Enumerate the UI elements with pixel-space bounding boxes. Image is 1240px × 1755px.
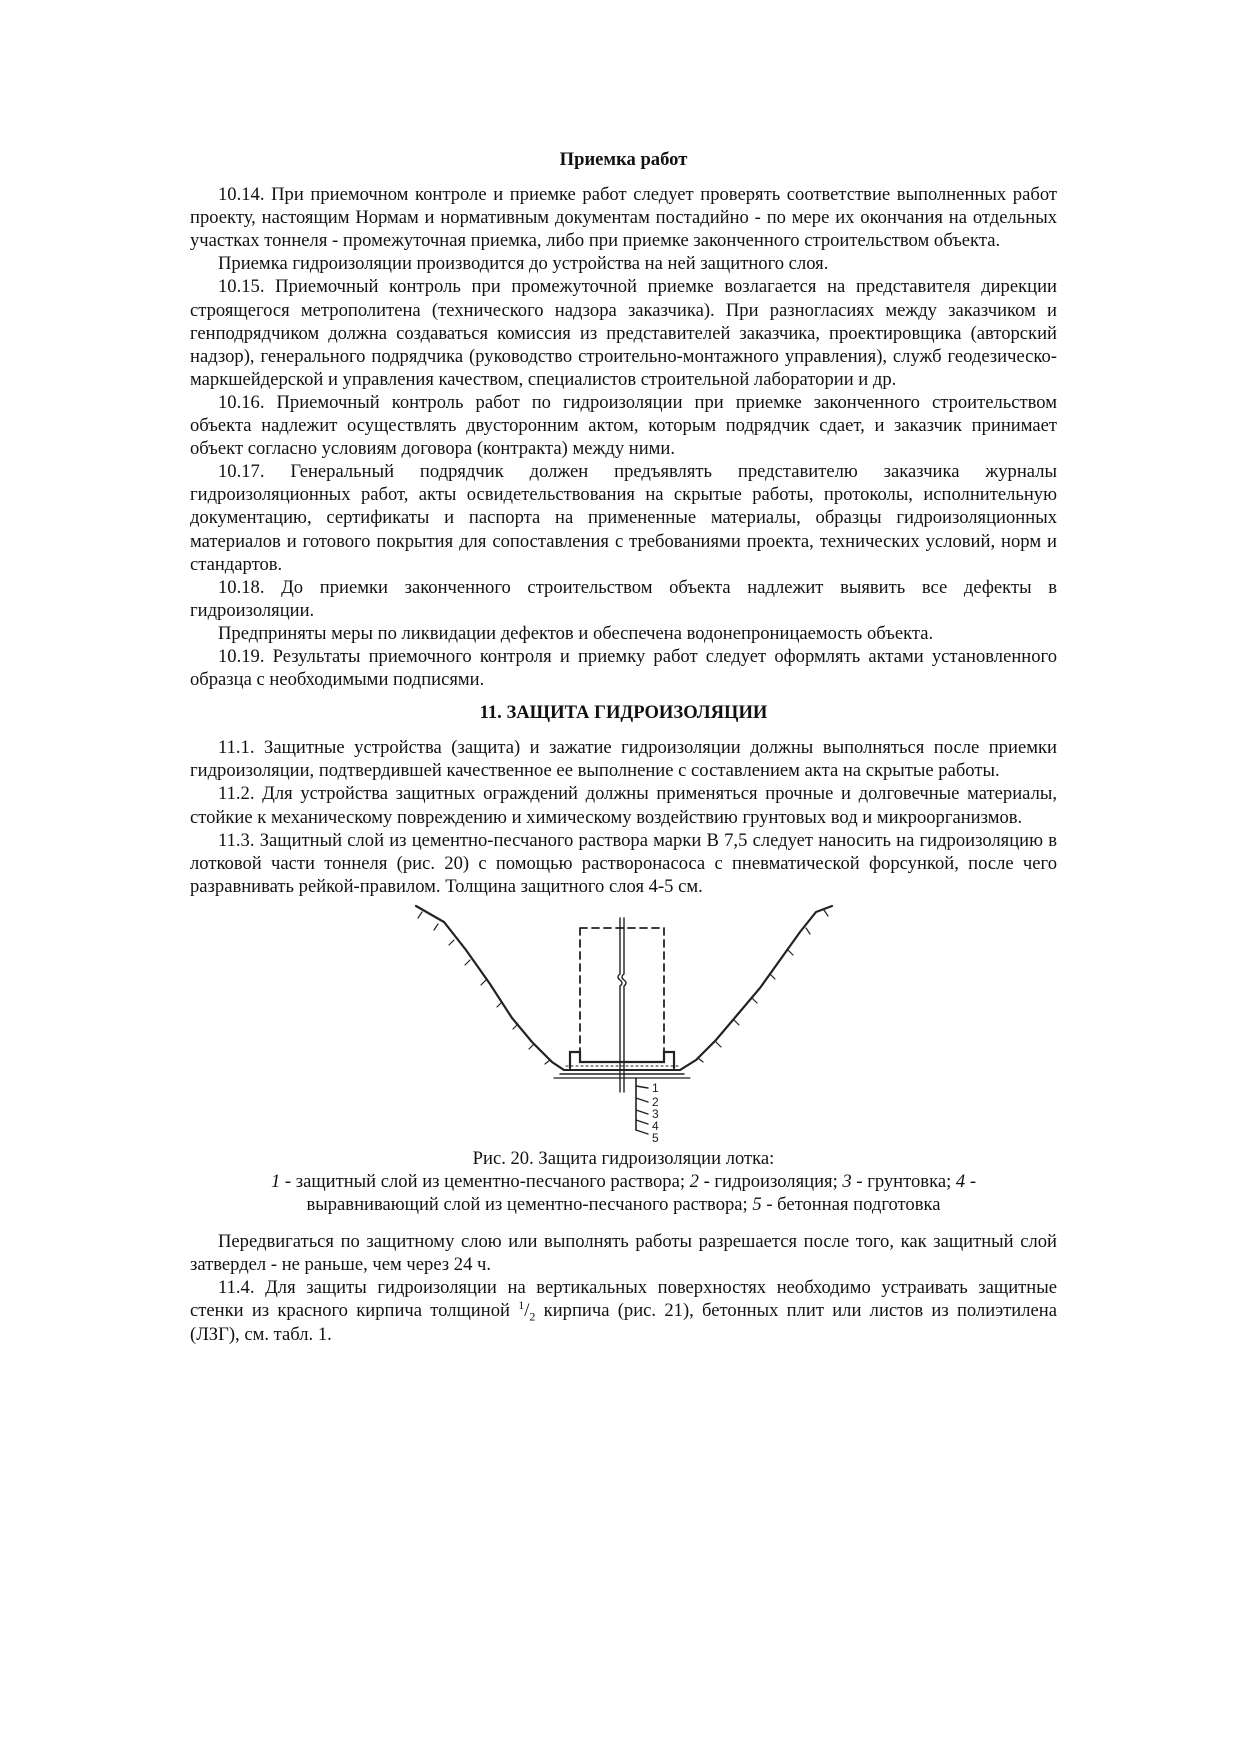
label-3: 3	[651, 1106, 659, 1121]
label-4: 4	[651, 1118, 659, 1133]
fraction-denominator: 2	[529, 1310, 536, 1325]
figure-20	[190, 902, 1057, 1147]
right-slope-line	[680, 906, 832, 1070]
legend-text-3: - грунтовка;	[851, 1171, 956, 1192]
figure-legend	[210, 1170, 1037, 1216]
paragraph-defects-note: Предприняты меры по ликвидации дефектов и обеспечена водонепроницаемость объекта.	[218, 622, 934, 644]
legend-num-4: 4	[955, 1171, 966, 1192]
paragraph-10-16: 10.16. Приемочный контроль работ по гидроизоляции при приемке законченного строительством объекта надлежит осуществлять двусторонним актом, которым подрядчик сдает, и заказчик принимает объект согласно условиям договора (контракта) между ними.	[190, 391, 1057, 460]
paragraph-10-18: 10.18. До приемки законченного строительством объекта надлежит выявить все дефекты в гидроизоляции.	[190, 576, 1057, 621]
paragraph-10-19: 10.19. Результаты приемочного контроля и приемку работ следует оформлять актами установленного образца с необходимыми подписями.	[190, 645, 1057, 691]
p11-4-before: 11.4. Для защиты гидроизоляции на вертикальных поверхностях необходимо устраивать защитные стенки из красного кирпича толщиной	[190, 1277, 1057, 1322]
paragraph-hardening: Передвигаться по защитному слою или выполнять работы разрешается после того, как защитный слой затвердел - не раньше, чем через 24 ч.	[190, 1231, 1057, 1276]
paragraph-11-1: 11.1. Защитные устройства (защита) и зажатие гидроизоляции должны выполняться после приемки гидроизоляции, подтвердившей качественное ее выполнение с составлением акта на скрытые работы.	[190, 737, 1057, 782]
dashed-box	[580, 928, 664, 1058]
legend-num-5: 5	[752, 1194, 762, 1216]
paragraph-11-3: 11.3. Защитный слой из цементно-песчаного раствора марки В 7,5 следует наносить на гидроизоляцию в лотковой части тоннеля (рис. 20) с помощью растворонасоса с пневматической форсункой, после чего разравнивать рейкой-правилом. Толщина защитного слоя 4-5 см.	[190, 829, 1057, 897]
left-slope-line	[416, 906, 564, 1070]
document-page	[190, 148, 1057, 1346]
paragraph-10-15: 10.15. Приемочный контроль при промежуточной приемке возлагается на представителя дирекции строящегося метрополитена (технического надзора заказчика). При разногласиях между заказчиком и генподрядчиком должна создаваться комиссия из представителей заказчика, проектировщика (авторский надзор), генерального подрядчика (руководство строительно-монтажного управления), служб геодезическо-маркшейдерской и управления качеством, специалистов строительной лаборатории и др.	[190, 276, 1057, 390]
fraction-numerator: 1	[518, 1298, 525, 1313]
tray-waterproofing-diagram	[404, 902, 844, 1147]
section-title-protection: 11. ЗАЩИТА ГИДРОИЗОЛЯЦИИ	[479, 702, 768, 724]
leader-ticks	[636, 1086, 648, 1134]
legend-text-2: - гидроизоляция;	[698, 1171, 843, 1192]
p11-4-after: кирпича (рис. 21), бетонных плит или листов из полиэтилена (ЛЗГ), см. табл. 1.	[190, 1300, 1057, 1345]
legend-text-4: - выравнивающий слой из цементно-песчаного раствора;	[306, 1171, 977, 1216]
legend-num-2: 2	[689, 1171, 699, 1192]
figure-caption-title: Рис. 20. Защита гидроизоляции лотка:	[472, 1147, 775, 1169]
label-1: 1	[651, 1080, 659, 1095]
section-title-acceptance: Приемка работ	[559, 149, 688, 170]
label-5: 5	[651, 1130, 659, 1145]
fraction-slash: /	[524, 1300, 530, 1322]
paragraph-acceptance-note: Приемка гидроизоляции производится до устройства на ней защитного слоя.	[218, 253, 829, 275]
paragraph-11-4	[190, 1276, 1057, 1345]
paragraph-10-14: 10.14. При приемочном контроле и приемке работ следует проверять соответствие выполненных работ проекту, настоящим Нормам и нормативным документам постадийно - по мере их окончания на отдельных участках тоннеля - промежуточная приемка, либо при приемке законченного строительством объекта.	[190, 184, 1057, 252]
paragraph-10-17: 10.17. Генеральный подрядчик должен предъявлять представителю заказчика журналы гидроизоляционных работ, акты освидетельствования на скрытые работы, протоколы, исполнительную документацию, сертификаты и паспорта на примененные материалы, образцы гидроизоляционных материалов и готового покрытия для сопоставления с требованиями проекта, технических условий, норм и стандартов.	[190, 461, 1057, 575]
legend-num-3: 3	[842, 1171, 852, 1192]
legend-num-1: 1	[270, 1171, 281, 1192]
paragraph-11-2: 11.2. Для устройства защитных ограждений должны применяться прочные и долговечные материалы, стойкие к механическому повреждению и химическому воздействию грунтовых вод и микроорганизмов.	[190, 783, 1057, 828]
legend-text-5: - бетонная подготовка	[761, 1194, 941, 1216]
legend-text-1: - защитный слой из цементно-песчаного раствора;	[280, 1171, 690, 1192]
label-2: 2	[651, 1094, 659, 1109]
